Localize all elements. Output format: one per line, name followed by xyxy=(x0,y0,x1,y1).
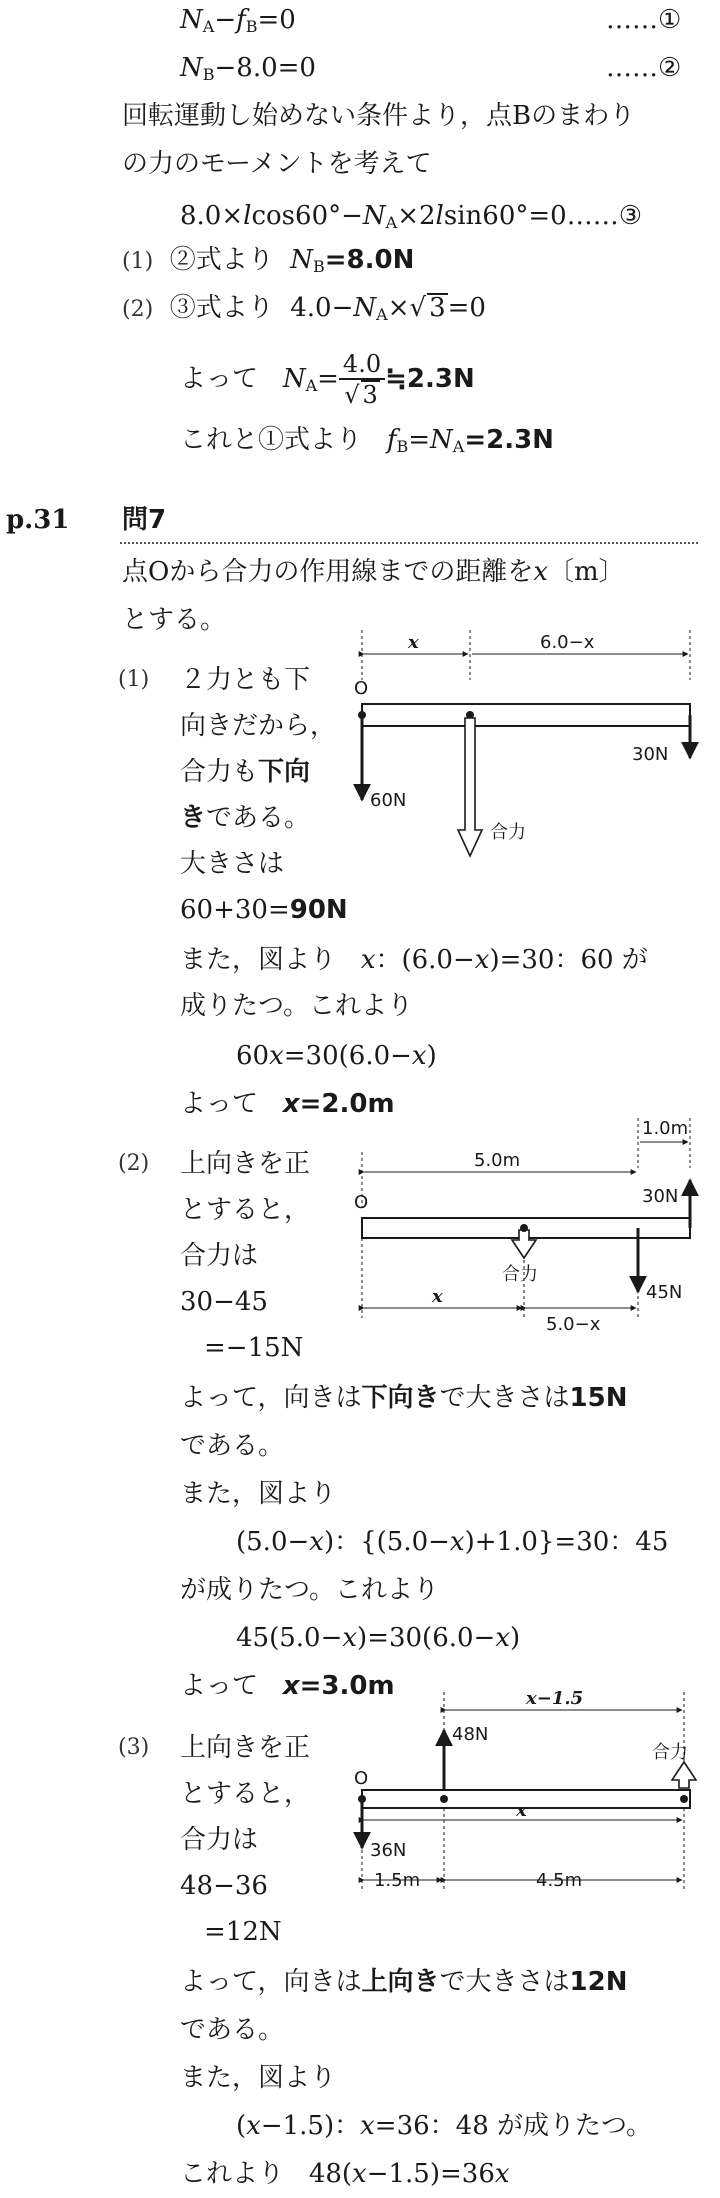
fraction: $\frac{4.0}{√ 3}$ xyxy=(339,350,385,410)
dim-x-label: x xyxy=(516,1800,527,1821)
origin-label: O xyxy=(354,1192,369,1213)
equation-1-tag: ……① xyxy=(606,5,682,35)
part-2-line-8: また，図より xyxy=(180,1479,337,1509)
pivot-point xyxy=(440,1795,448,1803)
part-1-line-4: きである。 xyxy=(180,803,311,833)
answer-2-result: よって $N_A=$ $\frac{4.0}{√ 3}$ ≒2.3N xyxy=(180,350,475,409)
dim-rest-label: 6.0−x xyxy=(540,632,595,653)
part-1-line-7: また，図より x：(6.0−x)=30：60 が xyxy=(180,945,648,975)
part-1-line-2: 向きだから， xyxy=(180,711,337,741)
force-45n-label: 45N xyxy=(646,1282,683,1303)
part-1-line-3: 合力も下向 xyxy=(180,757,311,787)
resultant-arrow xyxy=(458,718,482,856)
part-3-line-5: =12N xyxy=(204,1917,282,1947)
dim-45-label: 4.5m xyxy=(536,1870,583,1891)
part-2-number: (2) xyxy=(118,1151,150,1176)
force-30n-label: 30N xyxy=(642,1186,679,1207)
force-30n-label: 30N xyxy=(632,744,669,765)
intro-line-1: 点Oから合力の作用線までの距離をx〔m〕 xyxy=(122,557,625,587)
force-36n-label: 36N xyxy=(370,1840,407,1861)
part-3-line-3: 合力は xyxy=(180,1825,259,1855)
dim-rest-label: 5.0−x xyxy=(546,1314,601,1335)
condition-text-1: 回転運動し始めない条件より，点Bのまわり xyxy=(122,101,636,131)
part-2-line-10: が成りたつ。これより xyxy=(180,1575,439,1605)
dim-5m-label: 5.0m xyxy=(474,1150,521,1171)
part-3-line-6: よって，向きは上向きで大きさは12N xyxy=(180,1967,628,1997)
origin-label: O xyxy=(354,1768,369,1789)
equation-1: $N_A-f_B=0$ xyxy=(180,5,296,36)
answer-2-friction: これと①式より $f_B=N_A=2.3N$ xyxy=(180,425,554,456)
force-48n-label: 48N xyxy=(452,1724,489,1745)
resultant-label: 合力 xyxy=(652,1742,688,1763)
section-divider xyxy=(120,542,698,544)
dim-top-label: x−1.5 xyxy=(526,1688,584,1709)
dim-x-label: x xyxy=(408,632,419,653)
dim-15-label: 1.5m xyxy=(374,1870,421,1891)
diagram-1 xyxy=(350,630,710,860)
part-2-line-4: 30−45 xyxy=(180,1287,268,1317)
equation-2: $N_B-8.0=0$ xyxy=(180,53,316,84)
dimension-line xyxy=(362,1118,690,1208)
part-2-line-12: よって x=3.0m xyxy=(180,1671,395,1701)
diagram-3 xyxy=(350,1690,710,1920)
part-3-line-1: 上向きを正 xyxy=(180,1733,311,1763)
origin-label: O xyxy=(354,678,369,699)
pivot-point xyxy=(520,1224,528,1232)
dim-1m-label: 1.0m xyxy=(642,1118,689,1139)
page-ref: p.31 xyxy=(6,505,70,535)
intro-line-2: とする。 xyxy=(122,605,227,635)
equation-2-tag: ……② xyxy=(606,53,682,83)
dim-x-label: x xyxy=(432,1286,443,1307)
resultant-arrow xyxy=(672,1762,696,1788)
answer-2: (2) ③式より $4.0-N_A\times√$ 3=0 xyxy=(122,293,486,324)
part-3-line-2: とすると， xyxy=(180,1779,311,1809)
part-2-line-2: とすると， xyxy=(180,1195,311,1225)
resultant-label: 合力 xyxy=(490,822,526,843)
part-1-line-9: 60x=30(6.0−x) xyxy=(236,1041,437,1071)
part-2-line-1: 上向きを正 xyxy=(180,1149,311,1179)
answer-1: (1) ②式より $N_B=8.0N$ xyxy=(122,245,415,276)
diagram-2 xyxy=(350,1108,710,1338)
part-2-line-9: (5.0−x)：{(5.0−x)+1.0}=30：45 xyxy=(236,1527,669,1557)
part-3-line-9: (x−1.5)：x=36：48 が成りたつ。 xyxy=(236,2111,652,2141)
part-1-line-6: 60+30=90N xyxy=(180,895,348,925)
part-1-line-8: 成りたつ。これより xyxy=(180,991,413,1021)
equation-3: $8.0\times lcos60^\circ-N_A\times 2lsin60^\circ=0\dots\dots ③$ xyxy=(180,201,642,232)
pivot-point xyxy=(680,1795,688,1803)
part-2-line-3: 合力は xyxy=(180,1241,259,1271)
resultant-label: 合力 xyxy=(502,1264,538,1285)
part-1-number: (1) xyxy=(118,667,150,692)
part-1-line-5: 大きさは xyxy=(180,849,285,879)
dimension-line xyxy=(362,1238,638,1318)
force-60n-label: 60N xyxy=(370,790,407,811)
part-3-line-10: これより 48(x−1.5)=36x xyxy=(180,2159,510,2189)
part-2-line-5: =−15N xyxy=(204,1333,304,1363)
part-2-line-6: よって，向きは下向きで大きさは15N xyxy=(180,1383,628,1413)
part-3-line-4: 48−36 xyxy=(180,1871,268,1901)
part-2-line-11: 45(5.0−x)=30(6.0−x) xyxy=(236,1623,521,1653)
condition-text-2: の力のモーメントを考えて xyxy=(122,149,432,179)
part-1-line-1: ２力とも下 xyxy=(180,665,311,695)
beam xyxy=(362,704,690,726)
part-1-line-10: よって x=2.0m xyxy=(180,1089,395,1119)
part-3-line-7: である。 xyxy=(180,2015,285,2045)
part-3-line-8: また，図より xyxy=(180,2063,337,2093)
part-2-line-7: である。 xyxy=(180,1431,285,1461)
question-title: 問7 xyxy=(122,505,167,535)
part-3-number: (3) xyxy=(118,1735,150,1760)
